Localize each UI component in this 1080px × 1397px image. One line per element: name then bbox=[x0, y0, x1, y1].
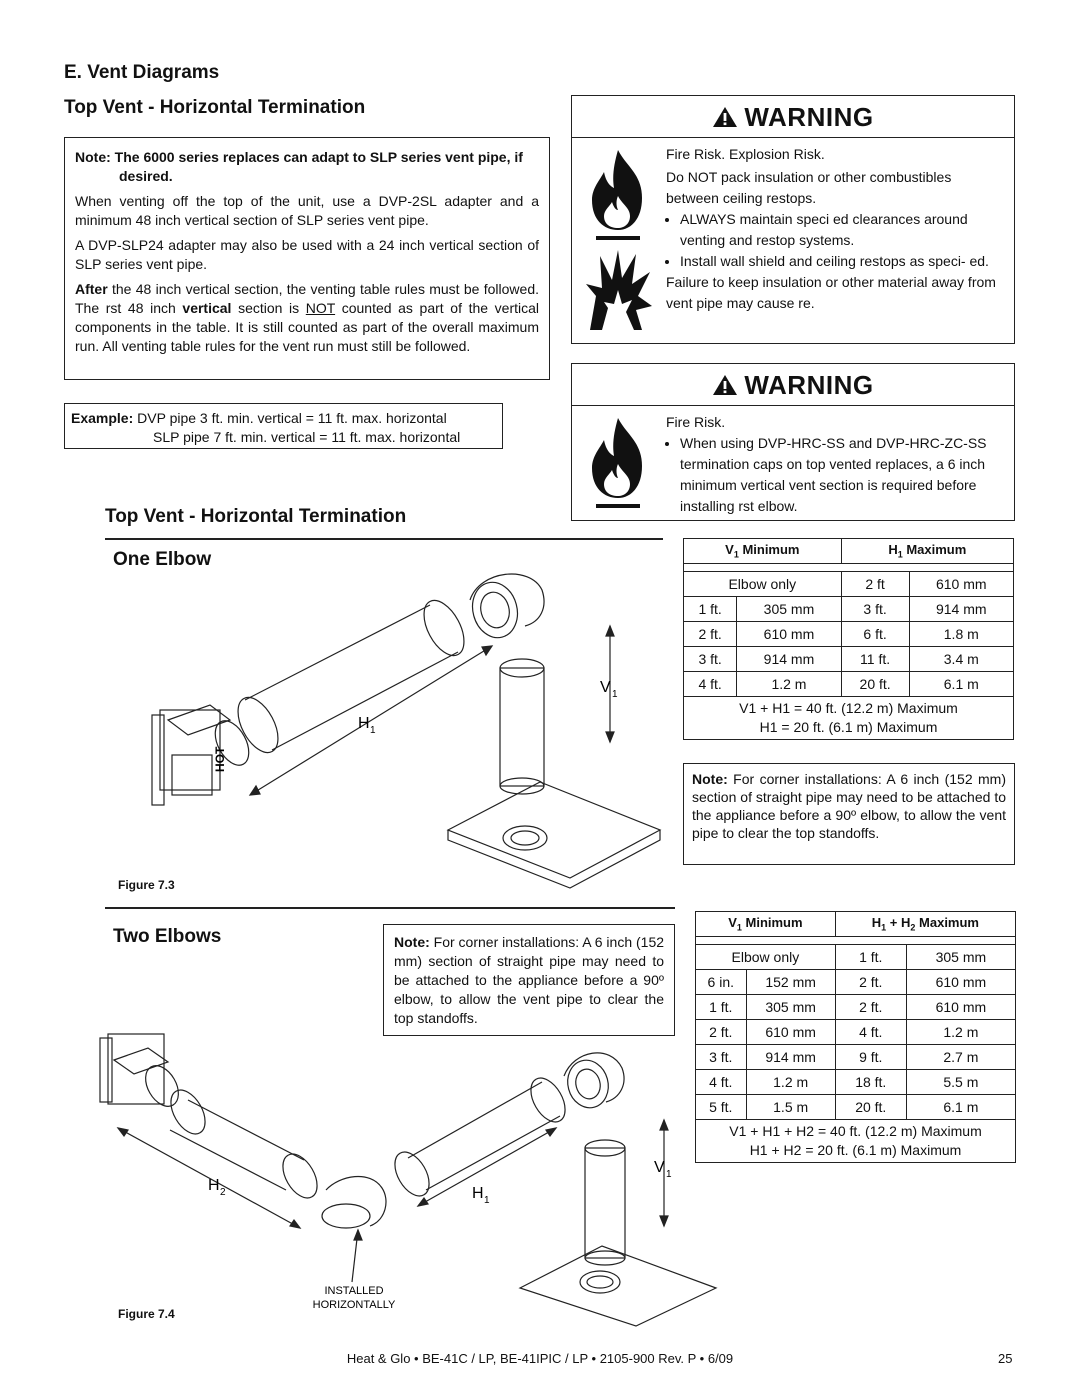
table1-sum-1: V1 + H1 = 40 ft. (12.2 m) Maximum bbox=[739, 700, 958, 716]
figure-7-3: Figure 7.3 bbox=[118, 878, 175, 892]
table2-header-h: $H_1 + H_2$ Maximum bbox=[835, 912, 1015, 937]
label-h2-sub: 2 bbox=[220, 1187, 226, 1198]
warning2-line-1: Fire Risk. bbox=[666, 414, 726, 430]
label-h1: H bbox=[472, 1185, 484, 1202]
table-row: 1 ft. 305 mm 2 ft. 610 mm bbox=[696, 995, 1016, 1020]
note-text-a: the 48 inch vertical section, the venting table rules must be followed. The rst 48 inch bbox=[75, 281, 539, 316]
table-row: 2 ft. 610 mm 4 ft. 1.2 m bbox=[696, 1020, 1016, 1045]
warning-label-1: WARNING bbox=[744, 102, 874, 132]
fire-icon bbox=[586, 416, 650, 512]
note-text: For corner installations: A 6 inch (152 mm) section of straight pipe may need to be attached to the appliance before a 90º elbow, to allow the vent pipe to clear the top standoffs. bbox=[394, 934, 665, 1026]
table-row: 5 ft. 1.5 m 20 ft. 6.1 m bbox=[696, 1095, 1016, 1120]
installed-label-1: INSTALLED bbox=[324, 1285, 384, 1297]
warning1-line-2: Do NOT pack insulation or other combustibles between ceiling restops. bbox=[666, 169, 952, 206]
example-line-1 bbox=[71, 409, 496, 428]
two-elbows-subheading: Two Elbows bbox=[113, 926, 222, 947]
note-text-b: section is bbox=[231, 300, 306, 316]
two-elbows-diagram bbox=[90, 1020, 730, 1330]
note-paragraph-2: A DVP-SLP24 adapter may also be used with a 24 inch vertical section of SLP series vent pipe. bbox=[75, 237, 539, 272]
label-h1-sub: 1 bbox=[484, 1195, 490, 1206]
warning-box-2 bbox=[571, 363, 1015, 521]
label-h1: H bbox=[358, 715, 370, 732]
two-elbows-table bbox=[695, 911, 1016, 1163]
table-cell: 610 mm bbox=[909, 572, 1013, 597]
note-bold-after: After bbox=[75, 281, 108, 297]
label-v1: V bbox=[654, 1159, 665, 1176]
page-number: 25 bbox=[998, 1351, 1013, 1366]
warning-body-2 bbox=[666, 412, 1008, 517]
footer-text: Heat & Glo • BE-41C / LP, BE-41IPIC / LP • 2105-900 Rev. P • 6/09 bbox=[346, 1351, 734, 1366]
table-cell: Elbow only bbox=[684, 572, 842, 597]
table2-sum-1: V1 + H1 + H2 = 40 ft. (12.2 m) Maximum bbox=[729, 1123, 982, 1139]
one-elbow-diagram bbox=[140, 560, 670, 890]
label-v1-sub: 1 bbox=[666, 1169, 672, 1180]
label-h2: H bbox=[208, 1177, 220, 1194]
section-title: E. Vent Diagrams bbox=[64, 62, 220, 83]
table-cell: 305 mm bbox=[906, 945, 1015, 970]
warning1-bullet-2: • Install wall shield and ceiling restops as speci- ed. bbox=[680, 251, 1008, 272]
table-row: 6 in. 152 mm 2 ft. 610 mm bbox=[696, 970, 1016, 995]
table-row: 4 ft. 1.2 m 18 ft. 5.5 m bbox=[696, 1070, 1016, 1095]
installed-label-2: HORIZONTALLY bbox=[312, 1299, 396, 1311]
hot-label: HOT bbox=[213, 746, 227, 772]
table1-summary bbox=[684, 697, 1014, 740]
table-row: 2 ft. 610 mm 6 ft. 1.8 m bbox=[684, 622, 1014, 647]
warning2-bullet: • When using DVP-HRC-SS and DVP-HRC-ZC-SS termination caps on top vented replaces, a 6 inch minimum vertical vent section is required before installing rst elbow. bbox=[680, 433, 1008, 517]
table-row: 3 ft. 914 mm 9 ft. 2.7 m bbox=[696, 1045, 1016, 1070]
table-cell: 2 ft bbox=[841, 572, 909, 597]
note-label: Note: bbox=[394, 934, 430, 950]
one-elbow-table bbox=[683, 538, 1014, 740]
label-h1-sub: 1 bbox=[370, 725, 376, 736]
table1-header-h: $H_1$ Maximum bbox=[841, 539, 1013, 564]
warning1-bullet-1: • ALWAYS maintain speci ed clearances around venting and restop systems. bbox=[680, 209, 1008, 251]
note-box bbox=[64, 137, 550, 380]
label-v1-sub: 1 bbox=[612, 689, 618, 700]
section-subtitle: Top Vent - Horizontal Termination bbox=[64, 97, 366, 118]
table2-header-v: $V_1$ Minimum bbox=[696, 912, 836, 937]
warning-label-2: WARNING bbox=[744, 370, 874, 400]
warning-heading-2 bbox=[572, 364, 1014, 406]
table2-sum-2: H1 + H2 = 20 ft. (6.1 m) Maximum bbox=[749, 1142, 962, 1158]
label-v1: V bbox=[600, 679, 611, 696]
note-paragraph-3 bbox=[75, 280, 539, 356]
table-row: 1 ft. 305 mm 3 ft. 914 mm bbox=[684, 597, 1014, 622]
warning1-line-1: Fire Risk. Explosion Risk. bbox=[666, 146, 825, 162]
one-elbow-heading: Top Vent - Horizontal Termination bbox=[105, 506, 407, 527]
figure-7-4: Figure 7.4 bbox=[118, 1307, 175, 1321]
note-series: Note: The 6000 series replaces can adapt to SLP series vent pipe, if desired. bbox=[75, 149, 523, 184]
alert-triangle-icon bbox=[712, 106, 738, 128]
example-text-1: DVP pipe 3 ft. min. vertical = 11 ft. max. horizontal bbox=[133, 410, 447, 426]
table1-sum-2: H1 = 20 ft. (6.1 m) Maximum bbox=[759, 719, 938, 735]
table-cell: 1 ft. bbox=[835, 945, 906, 970]
alert-triangle-icon bbox=[712, 374, 738, 396]
table-row: 4 ft. 1.2 m 20 ft. 6.1 m bbox=[684, 672, 1014, 697]
warning-box-1 bbox=[571, 95, 1015, 344]
warning-heading-1 bbox=[572, 96, 1014, 138]
corner-note-1 bbox=[683, 763, 1015, 865]
fire-icon bbox=[586, 148, 650, 244]
note-text: For corner installations: A 6 inch (152 mm) section of straight pipe may need to be attached to the appliance before a 90º elbow, to allow the vent pipe to clear the top standoffs. bbox=[692, 771, 1006, 841]
note-paragraph-1: When venting off the top of the unit, use a DVP-2SL adapter and a minimum 48 inch vertical section of SLP series vent pipe. bbox=[75, 193, 539, 228]
table-cell: Elbow only bbox=[696, 945, 836, 970]
note-text-c: counted as part of the vertical components in the table. It is still counted as part of the overall maximum run. All venting table rules for the vent run must still be followed. bbox=[75, 300, 540, 354]
note-bold-vertical: vertical bbox=[182, 300, 232, 316]
table2-summary bbox=[696, 1120, 1016, 1163]
table1-header-v: $V_1$ Minimum bbox=[684, 539, 842, 564]
example-text-2: SLP pipe 7 ft. min. vertical = 11 ft. max. horizontal bbox=[153, 429, 461, 445]
table-row: 3 ft. 914 mm 11 ft. 3.4 m bbox=[684, 647, 1014, 672]
note-label: Note: bbox=[692, 771, 728, 787]
divider bbox=[105, 538, 663, 540]
one-elbow-subheading: One Elbow bbox=[113, 549, 212, 570]
example-box bbox=[64, 403, 503, 449]
explosion-icon bbox=[584, 246, 654, 332]
divider bbox=[105, 907, 675, 909]
warning-body-1 bbox=[666, 144, 1008, 314]
warning1-line-3: Failure to keep insulation or other material away from vent pipe may cause re. bbox=[666, 274, 996, 311]
note-underline-not: NOT bbox=[305, 300, 336, 316]
example-label: Example: bbox=[71, 410, 134, 426]
